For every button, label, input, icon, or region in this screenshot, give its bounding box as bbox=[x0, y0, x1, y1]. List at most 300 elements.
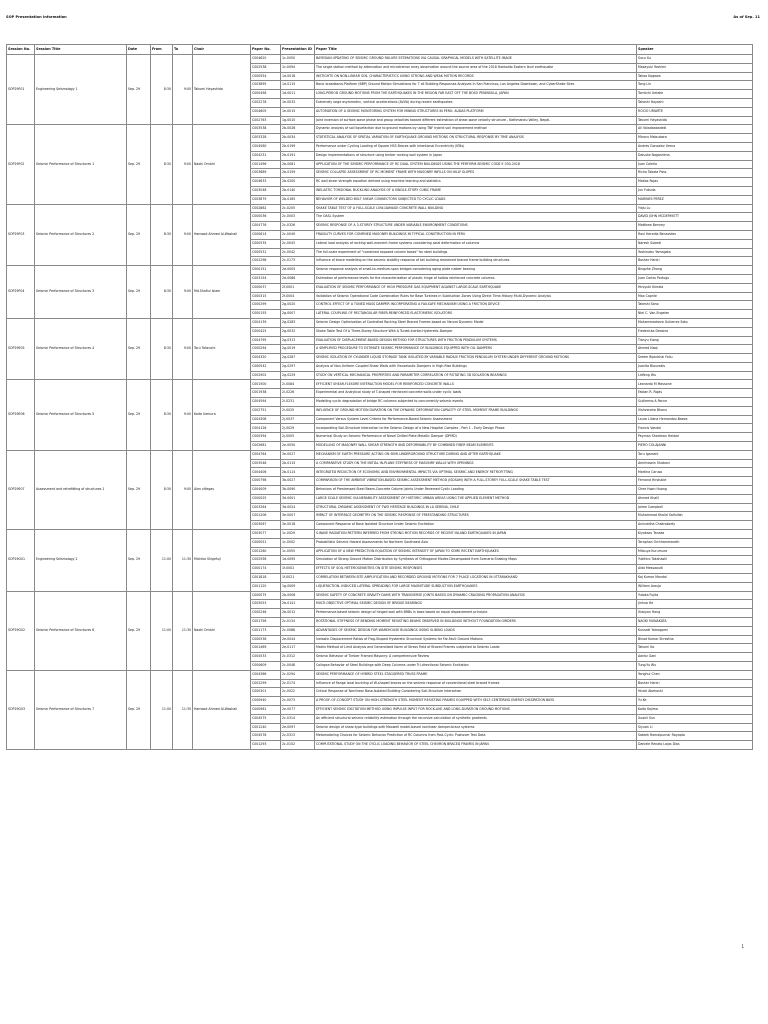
session-to: 9:00 bbox=[173, 380, 193, 450]
paper-no: C000246 bbox=[251, 609, 281, 618]
speaker: Martina Caruso bbox=[637, 468, 753, 477]
session-from: 11:00 bbox=[151, 670, 173, 749]
paper-title: EVALUATION OF SEISMIC PERFORMANCE OF HIGH PRESSURE GAS EQUIPMENT AGAINST LARGE-SCALE EARTHQUAKE bbox=[315, 283, 637, 292]
presentation-id: 2c-0088 bbox=[281, 626, 315, 635]
paper-no: C003048 bbox=[251, 186, 281, 195]
paper-title: STUDY ON VERTICAL MECHANICAL PROPERTIES AND PARAMETER CORRELATION OF ROTATING 3D ISOLATION BEARINGS bbox=[315, 371, 637, 380]
paper-title: SHAKE TABLE TEST OF A FULL-SCALE LOW-DAMAGE CONCRETE WALL BUILDING bbox=[315, 204, 637, 213]
presentation-id: 2b-0159 bbox=[281, 169, 315, 178]
speaker: Yutaka Fujita bbox=[637, 591, 753, 600]
paper-title: ADVANTAGES OF SEISMIC DESIGN FOR WAREHOUSE BUILDINGS USING SLIDING LOADS bbox=[315, 626, 637, 635]
paper-no: C004533 bbox=[251, 653, 281, 662]
speaker: Juan Caleña bbox=[637, 160, 753, 169]
presentation-id: 3e-0027 bbox=[281, 450, 315, 459]
paper-title: MODELLING OF MASONRY WALL SHEAR STRENGTH AND DEFORMABILITY BY COMBINED FIBER BEAM ELEMENTS bbox=[315, 442, 637, 451]
paper-title: SEISMIC COLLAPSE ASSESSMENT OF RC MOMENT FRAME WITH MASONRY INFILLS ON HILLY SLOPES bbox=[315, 169, 637, 178]
speaker: Takashi Hayashi bbox=[637, 98, 753, 107]
speaker: Tung-Yu Wu bbox=[637, 661, 753, 670]
paper-no: C003538 bbox=[251, 125, 281, 134]
speaker: Takumi Ito bbox=[637, 644, 753, 653]
paper-no: C004320 bbox=[251, 354, 281, 363]
session-chair: Md.Shafiul Islam bbox=[193, 266, 251, 319]
presentation-id: 2c-0073 bbox=[281, 697, 315, 706]
paper-title: INTEGRATED REDUCTION OF ECONOMIC AND ENVIRONMENTAL IMPACTS VIA OPTIMAL SEISMIC AND ENERGY RETROFITTING bbox=[315, 468, 637, 477]
paper-title: LONG-PERIOD GROUND MOTIONS FROM THE EARTHQUAKES IN THE REGION FAR EAST OFF THE BOSO PENINSULA, JAPAN bbox=[315, 90, 637, 99]
presentation-id: 2i-0231 bbox=[281, 398, 315, 407]
paper-no: C000315 bbox=[251, 292, 281, 301]
presentation-id: 2b-0199 bbox=[281, 142, 315, 151]
report-date: As of Sep. 11 bbox=[733, 15, 760, 19]
speaker: Juanita Blouzakis bbox=[637, 362, 753, 371]
presentation-id: 2b-0012 bbox=[281, 609, 315, 618]
speaker: Sreem Bipinbhai Fallu bbox=[637, 354, 753, 363]
presentation-id: 1c-0029 bbox=[281, 530, 315, 539]
session-no: SOP29E05 bbox=[7, 318, 35, 380]
session-from: 11:00 bbox=[151, 591, 173, 670]
presentation-id: 2c-0313 bbox=[281, 732, 315, 741]
paper-no: C000535 bbox=[251, 239, 281, 248]
paper-no: C004366 bbox=[251, 670, 281, 679]
paper-title: STATISTICAL ANALYSIS OF SPATIAL VARIATION OF EARTHQUAKE GROUND MOTIONS ON STRUCTURAL RESPONSE BY TIME ANALYSIS bbox=[315, 134, 637, 143]
paper-title: Extremely large asymmetric, vertical accelerations (AVVA) during recent earthquakes bbox=[315, 98, 637, 107]
col-header-session-no: Session No. bbox=[7, 45, 35, 55]
session-date: Sep. 29 bbox=[127, 591, 151, 670]
paper-no: C000458 bbox=[251, 90, 281, 99]
paper-title: IMPACT OF INTERFACE GEOMETRY ON THE SEISMIC RESPONSE OF FREESTANDING STRUCTURES bbox=[315, 512, 637, 521]
paper-no: C001120 bbox=[251, 582, 281, 591]
speaker: Teraphan Ornthammarath bbox=[637, 538, 753, 547]
presentation-id: 2j-0005 bbox=[281, 433, 315, 442]
paper-title: Metamodeling Choices for Seismic Behavior Prediction of RC Columns from Post-Cyclic Pushover Test Data bbox=[315, 732, 637, 741]
presentation-id: 2b-0006 bbox=[281, 591, 315, 600]
page-number: 1 bbox=[741, 944, 744, 949]
paper-title: Experimental and Analytical study of T-shaped reinforced concrete walls under cyclic loads bbox=[315, 389, 637, 398]
speaker: Max Caprile bbox=[637, 292, 753, 301]
presentation-id: 2c-0174 bbox=[281, 679, 315, 688]
speaker: Guillermo A Ponce bbox=[637, 398, 753, 407]
session-date: Sep. 29 bbox=[127, 55, 151, 125]
paper-no: C001173 bbox=[251, 626, 281, 635]
session-from: 8:30 bbox=[151, 204, 173, 266]
paper-title: BAYESIAN UPDATING OF SEISMIC GROUND FAILURE ESTIMATIONS VIA CAUSAL GRAPHICAL MODELS WITH SATELLITE IMAGE bbox=[315, 55, 637, 64]
paper-title: An efficient structural seismic reliability estimation through the recursive calculation of synthetic gradients bbox=[315, 714, 637, 723]
presentation-id: 1d-0018 bbox=[281, 72, 315, 81]
paper-no: C000554 bbox=[251, 72, 281, 81]
session-title: Seismic Performance of Structures 3 bbox=[35, 266, 127, 319]
paper-title: A COMPARATIVE STUDY ON THE INITIAL IN-PLANE STIFFNESS OF MASONRY WALLS WITH OPENINGS bbox=[315, 459, 637, 468]
paper-no: C003328 bbox=[251, 134, 281, 143]
paper-title: Component Versus System Level Criteria for Performance-Based Seismic Assessment bbox=[315, 415, 637, 424]
presentation-id: 2c-0049 bbox=[281, 230, 315, 239]
presentation-id: 2i-0226 bbox=[281, 389, 315, 398]
session-title: Engineering Seismology 1 bbox=[35, 55, 127, 125]
session-no: SOP29F04 bbox=[7, 266, 35, 319]
presentation-id: 2c-0205 bbox=[281, 204, 315, 213]
paper-title: RC wall shear strength equation derived using machine learning and statistics bbox=[315, 178, 637, 187]
table-row bbox=[7, 380, 753, 389]
presentation-id: 2j-0029 bbox=[281, 424, 315, 433]
presentation-id: 2g-0229 bbox=[281, 371, 315, 380]
paper-title: EVALUATION OF DISPLACEMENT-BASED DESIGN METHOD FOR STRUCTURES WITH FRICTION PENDULUM SYSTEMS bbox=[315, 336, 637, 345]
table-row bbox=[7, 204, 753, 213]
paper-title: COMPARISON OF THE AMBIENT VIBRATION-BASED SEISMIC ASSESSMENT METHOD (ISDSAM) WITH A FULL-STOREY FULL-SCALE SHAKE TABLE TEST bbox=[315, 477, 637, 486]
session-date: Sep. 29 bbox=[127, 125, 151, 204]
paper-title: Dynamic analysis of soil liquefaction due to ground motions by using TNF hybrid soil improvement method bbox=[315, 125, 637, 134]
paper-title: Seismic response analysis of small-to-medium-span bridges considering aging plate rubber bearing bbox=[315, 266, 637, 275]
presentation-id: 2b-0140 bbox=[281, 186, 315, 195]
speaker: Ahmed Naqi bbox=[637, 345, 753, 354]
speaker: Xuanli Sun bbox=[637, 714, 753, 723]
speaker: Xiaoyan Hong bbox=[637, 609, 753, 618]
paper-no: C003548 bbox=[251, 459, 281, 468]
speaker: Francis Vandal bbox=[637, 424, 753, 433]
table-row bbox=[7, 530, 753, 539]
paper-no: C000961 bbox=[251, 705, 281, 714]
presentation-id: 3e-0007 bbox=[281, 512, 315, 521]
speaker: Juan Carlos Portugu bbox=[637, 274, 753, 283]
session-date: Sep. 29 bbox=[127, 204, 151, 266]
paper-title: INELASTIC TORSIONAL BUCKLING ANALYSIS OF A SINGLE-STORY CUBIC FRAME bbox=[315, 186, 637, 195]
session-chair: Naoki Omichi bbox=[193, 591, 251, 670]
speaker: Fernand Hirstuble bbox=[637, 477, 753, 486]
speaker: Chee Hoon Huang bbox=[637, 486, 753, 495]
presentation-id: 2d-0086 bbox=[281, 274, 315, 283]
presentation-id: 2i-0084 bbox=[281, 380, 315, 389]
presentation-id: 2g-0020 bbox=[281, 301, 315, 310]
paper-no: C001260 bbox=[251, 547, 281, 556]
paper-no: C004575 bbox=[251, 714, 281, 723]
paper-no: C004560 bbox=[251, 142, 281, 151]
presentation-id: 2j-0037 bbox=[281, 415, 315, 424]
session-no: SOP29E07 bbox=[7, 450, 35, 529]
session-to: 11:30 bbox=[173, 530, 193, 592]
speaker: Jaime Campbell bbox=[637, 503, 753, 512]
paper-title: BEHAVIOR OF WELDED BOLT SHEAR CONNECTORS SUBJECTED TO CYCLIC LOADS bbox=[315, 195, 637, 204]
paper-no: C004594 bbox=[251, 398, 281, 407]
presentation-id: 1e-0015 bbox=[281, 107, 315, 116]
paper-no: C002556 bbox=[251, 556, 281, 565]
presentation-id: 2b-0165 bbox=[281, 195, 315, 204]
paper-title: Lateral load analysis of rocking wall-moment frame systems considering axial deformation of columns bbox=[315, 239, 637, 248]
presentation-id: 2i-0025 bbox=[281, 406, 315, 415]
paper-title: COMPUTATIONAL STUDY ON THE CYCLIC LOADING BEHAVIOR OF STEEL CHEVRON BRACED FRAMES IN JAPAN bbox=[315, 741, 637, 750]
session-from: 8:30 bbox=[151, 380, 173, 450]
paper-title: Joint inversion of surface-wave phase and group velocities toward different estimation of shear-wave velocity structure - Kathmandu Valley, Nepal- bbox=[315, 116, 637, 125]
session-to: 9:00 bbox=[173, 318, 193, 380]
session-date: Sep. 29 bbox=[127, 318, 151, 380]
col-header-to: To bbox=[173, 45, 193, 55]
speaker: PIERO COLAJANNI bbox=[637, 442, 753, 451]
session-title: Seismic Performance of Structures 6 bbox=[35, 591, 127, 670]
table-row bbox=[7, 266, 753, 275]
session-from: 8:30 bbox=[151, 318, 173, 380]
speaker: Aida Messaoudi bbox=[637, 565, 753, 574]
presentation-id: 2c-0043 bbox=[281, 239, 315, 248]
speaker: Masayuki Yoshimi bbox=[637, 63, 753, 72]
paper-no: C003879 bbox=[251, 195, 281, 204]
presentation-id: 2b-0114 bbox=[281, 468, 315, 477]
speaker: Yukihiro Takahashi bbox=[637, 556, 753, 565]
session-date: Sep. 29 bbox=[127, 266, 151, 319]
paper-no: C004605 bbox=[251, 107, 281, 116]
speaker: William Araujo bbox=[637, 582, 753, 591]
paper-title: The single station method by attenuation and microtremor array observation around the source area of the 2018 Hokkaido Eastern Iburi earthquake bbox=[315, 63, 637, 72]
table-row bbox=[7, 670, 753, 679]
session-title: Seismic Performance of Structures 7 bbox=[35, 670, 127, 749]
paper-no: C000798 bbox=[251, 477, 281, 486]
table-header-row bbox=[7, 45, 753, 55]
speaker: Siyuan Li bbox=[637, 723, 753, 732]
speaker: Naresh Subedi bbox=[637, 239, 753, 248]
speaker: Bingzhe Zhang bbox=[637, 266, 753, 275]
paper-no: C000051 bbox=[251, 538, 281, 547]
paper-title: ROTATIONAL STIFFNESS OF BENDING MOMENT RESISTING BEAMS OBSERVED IN BUILDINGS WITHOUT FOUNDATION GIRDERS bbox=[315, 618, 637, 627]
session-title: Seismic Performance of Structures 5 bbox=[35, 380, 127, 450]
speaker: Kiyokazu Tanaka bbox=[637, 530, 753, 539]
paper-no: C000614 bbox=[251, 230, 281, 239]
presentation-id: 2e-0050 bbox=[281, 442, 315, 451]
paper-no: C002278 bbox=[251, 98, 281, 107]
paper-no: C002299 bbox=[251, 679, 281, 688]
paper-title: Collapse Behavior of Steel Buildings with Deep Columns under Tri-directional Seismic Excitation bbox=[315, 661, 637, 670]
presentation-id: 3e-0018 bbox=[281, 521, 315, 530]
paper-no: C003053 bbox=[251, 600, 281, 609]
session-date: Sep. 29 bbox=[127, 670, 151, 749]
speaker: Mitsuya Kurumura bbox=[637, 547, 753, 556]
paper-title: EFFICIENT SHEAR-FLEXURE INTERACTION MODEL FOR REINFORCED CONCRETE WALLS bbox=[315, 380, 637, 389]
paper-title: CORRELATION BETWEEN SITE AMPLIFICATION AND RECORDED GROUND MOTIONS FOR 7 PLACE LOCATIONS IN UTTARAKHAND bbox=[315, 574, 637, 583]
paper-title: A SIMPLIFIED PROCEDURE TO ESTIMATE SEISMIC PERFORMANCE OF BUILDINGS EQUIPPED WITH OIL DAMPERS bbox=[315, 345, 637, 354]
speaker: Mohammadreza Gutierrez Soto bbox=[637, 318, 753, 327]
paper-title: Modelling cyclic degradation of bridge RC columns subjected to concurrently seismic events bbox=[315, 398, 637, 407]
session-to: 9:00 bbox=[173, 125, 193, 204]
paper-no: C000394 bbox=[251, 433, 281, 442]
presentation-id: 2g-0019 bbox=[281, 345, 315, 354]
paper-title: Behaviors of Prestressed Steel Beam-Concrete Column Joints Under Reversed Cyclic Loading bbox=[315, 486, 637, 495]
presentation-id: 2e-0097 bbox=[281, 723, 315, 732]
paper-no: C000531 bbox=[251, 248, 281, 257]
paper-title: Inelastic Displacement Ratios of Flag-Shaped Hysteretic Structural Systems for Far-Fault Ground Motions bbox=[315, 635, 637, 644]
presentation-id: 2c-0173 bbox=[281, 257, 315, 266]
presentation-id: 3b-0090 bbox=[281, 486, 315, 495]
session-to: 9:00 bbox=[173, 266, 193, 319]
speaker: Matthew Benney bbox=[637, 222, 753, 231]
paper-no: C004126 bbox=[251, 424, 281, 433]
paper-title: Probabilistic Seismic Hazard Assessments for Northern Southeast Asia bbox=[315, 538, 637, 547]
paper-no: C001496 bbox=[251, 160, 281, 169]
paper-no: C000536 bbox=[251, 635, 281, 644]
presentation-id: 1e-0032 bbox=[281, 98, 315, 107]
paper-title: Analysis of Non-Uniform Coupled Shear Walls with Viscoelastic Dampers in High-Rise Buildings bbox=[315, 362, 637, 371]
presentation-id: 1c-0094 bbox=[281, 63, 315, 72]
paper-no: C000151 bbox=[251, 266, 281, 275]
paper-no: C000155 bbox=[251, 310, 281, 319]
speaker: Basher Haniri bbox=[637, 257, 753, 266]
paper-no: C004308 bbox=[251, 415, 281, 424]
speaker: Sateek Ramalpurnar Rayapta bbox=[637, 732, 753, 741]
col-header-presentation-id: Presentation ID bbox=[281, 45, 315, 55]
speaker: Yonghui Chen bbox=[637, 670, 753, 679]
presentation-id: 1d-0115 bbox=[281, 81, 315, 90]
presentation-id: 1g-0010 bbox=[281, 116, 315, 125]
presentation-id: 2g-0297 bbox=[281, 362, 315, 371]
speaker: Aniruddha Chakraborty bbox=[637, 521, 753, 530]
presentation-id: 2b-0034 bbox=[281, 134, 315, 143]
speaker: NAOKI MUNAKATA bbox=[637, 618, 753, 627]
paper-no: C000075 bbox=[251, 591, 281, 600]
speaker: Aarkiz Gani bbox=[637, 653, 753, 662]
presentation-id: 2b-0081 bbox=[281, 160, 315, 169]
speaker: Laura Liliana Hernandez-Baeza bbox=[637, 415, 753, 424]
paper-title: Influence of brace modelling on the seismic stability response of tall building restrained braced frame building structures bbox=[315, 257, 637, 266]
presentation-id: 1f-0002 bbox=[281, 565, 315, 574]
paper-no: C004578 bbox=[251, 732, 281, 741]
paper-no: C004139 bbox=[251, 318, 281, 327]
speaker: Fabian R. Rojas bbox=[637, 389, 753, 398]
col-header-speaker: Speaker bbox=[637, 45, 753, 55]
paper-no: C002862 bbox=[251, 204, 281, 213]
paper-no: C001240 bbox=[251, 723, 281, 732]
paper-title: MECHANISM OF EARTH PRESSURE ACTING ON SEMI-UNDERGROUND STRUCTURE DURING AND AFTER EARTHQUAKE bbox=[315, 450, 637, 459]
presentation-id: 2c-0134 bbox=[281, 618, 315, 627]
speaker: Richa Tabata Pass bbox=[637, 169, 753, 178]
paper-no: C004795 bbox=[251, 336, 281, 345]
session-to: 9:00 bbox=[173, 204, 193, 266]
presentation-id: 1c-0055 bbox=[281, 547, 315, 556]
presentation-id: 3d-0001 bbox=[281, 494, 315, 503]
presentation-id: 2e-0077 bbox=[281, 705, 315, 714]
paper-title: A PROOF-OF-CONCEPT STUDY ON HIGH-STRENGTH STEEL MOMENT RESISTING FRAMES EQUIPPED WITH SELF-CENTERING ENERGY DISSIPATION BAYS bbox=[315, 697, 637, 706]
presentation-id: 3d-0024 bbox=[281, 503, 315, 512]
presentation-id: 2c-0326 bbox=[281, 222, 315, 231]
session-chair: Alex villegas bbox=[193, 450, 251, 529]
session-chair: Hamood Ahmed Al-Washali bbox=[193, 670, 251, 749]
paper-title: LARGE SCALE SEISMIC VULNERABILITY ASSESSMENT OF HISTORIC URBAN AREAS USING THE APPLIED ELEMENT METHOD bbox=[315, 494, 637, 503]
paper-title: The full-scale experiment of "combined exposed column bases" for steel buildings bbox=[315, 248, 637, 257]
presentation-id: 1c-0050 bbox=[281, 55, 315, 64]
paper-no: C004231 bbox=[251, 151, 281, 160]
paper-no: C001293 bbox=[251, 741, 281, 750]
paper-title: MULTI-OBJECTIVE OPTIMAL SEISMIC DESIGN OF BRIDGE BEARINGS bbox=[315, 600, 637, 609]
paper-no: C000425 bbox=[251, 327, 281, 336]
presentation-id: 2c-0042 bbox=[281, 248, 315, 257]
session-no: SOP29G01 bbox=[7, 530, 35, 592]
session-from: 11:00 bbox=[151, 530, 173, 592]
table-row bbox=[7, 55, 753, 64]
paper-title: STRUCTURAL DYNAMIC ASSESSMENT OF TWO HERITAGE BUILDINGS IN LA SERENA, CHILE bbox=[315, 503, 637, 512]
speaker: Kaito Kojima bbox=[637, 705, 753, 714]
speaker: Amirhosein Shabani bbox=[637, 459, 753, 468]
speaker: Takao Kagawa bbox=[637, 72, 753, 81]
paper-no: C001500 bbox=[251, 380, 281, 389]
paper-no: C004406 bbox=[251, 468, 281, 477]
session-title: Assessment and retrofitting of structures 1 bbox=[35, 450, 127, 529]
paper-title: AUTOMATION OF A SEISMIC MONITORING SYSTEM FOR MINING STRUCTURES IN PERU: AUDAS PLATFORM bbox=[315, 107, 637, 116]
speaker: Daisuke Nagashima bbox=[637, 151, 753, 160]
speaker: Vishvendra Bhanu bbox=[637, 406, 753, 415]
paper-title: Incorporating Soil-Structure Interaction to the Seismic Design of a New Hospital Complex - Part 1 - Early Design Phase bbox=[315, 424, 637, 433]
session-chair: Hamood Ahmed Al-Washali bbox=[193, 204, 251, 266]
speaker: Ahmed Khalil bbox=[637, 494, 753, 503]
paper-title: LATERAL COUPLING OF RECTANGULAR FIBER-REINFORCED ELASTOMERIC ISOLATORS bbox=[315, 310, 637, 319]
presentation-id: 1d-0095 bbox=[281, 556, 315, 565]
presentation-id: 1d-0011 bbox=[281, 90, 315, 99]
speaker: Yu Ke bbox=[637, 697, 753, 706]
paper-title: The OASL System bbox=[315, 213, 637, 222]
col-header-paper-title: Paper Title bbox=[315, 45, 637, 55]
session-no: SOP29F02 bbox=[7, 125, 35, 204]
paper-no: C004009 bbox=[251, 486, 281, 495]
speaker: Hiroyuki Kimata bbox=[637, 283, 753, 292]
session-no: SOP29F01 bbox=[7, 55, 35, 125]
col-header-from: From bbox=[151, 45, 173, 55]
paper-no: C000025 bbox=[251, 494, 281, 503]
table-row bbox=[7, 591, 753, 600]
paper-no: C002763 bbox=[251, 116, 281, 125]
paper-title: INFLUENCE OF GROUND MOTION DURATION ON THE DYNAMIC DEFORMATION CAPACITY OF STEEL MOMENT FRAME BUILDINGS bbox=[315, 406, 637, 415]
session-from: 8:30 bbox=[151, 450, 173, 529]
speaker: Basher Haniri bbox=[637, 679, 753, 688]
paper-title: SEISMIC SAFETY OF CONCRETE GRAVITY DAMS WITH TRANSVERSE JOINTS BASED ON DYNAMIC CRACKING PROPAGATION ANALYSIS bbox=[315, 591, 637, 600]
paper-title: EFFECTS OF SOIL HETEROGENEITIES ON SITE SEISMIC RESPONSES bbox=[315, 565, 637, 574]
paper-no: C000037 bbox=[251, 283, 281, 292]
presentation-id: 3b-0027 bbox=[281, 477, 315, 486]
paper-title: Shake Table Test Of A Three-Storey Structure With A Tuned-Inerter-Hysteretic-Damper bbox=[315, 327, 637, 336]
speaker: Niel C. Van-Engelen bbox=[637, 310, 753, 319]
paper-no: C001469 bbox=[251, 644, 281, 653]
presentation-id: 2c-0003 bbox=[281, 213, 315, 222]
session-from: 8:30 bbox=[151, 266, 173, 319]
speaker: Hiroki Akehashi bbox=[637, 688, 753, 697]
paper-no: C000542 bbox=[251, 362, 281, 371]
paper-title: Critical Response of Nonlinear Base-Isolated Building Considering Soil-Structure Interaction bbox=[315, 688, 637, 697]
table-row bbox=[7, 450, 753, 459]
speaker: MARINES PEREZ bbox=[637, 195, 753, 204]
paper-title: Performance under Cycling Loading of Square HSS Braces with Intentional Eccentricity (IEBs) bbox=[315, 142, 637, 151]
presentation-id: 2e-0044 bbox=[281, 635, 315, 644]
speaker: Yoshinobu Yamagata bbox=[637, 248, 753, 257]
paper-no: C003264 bbox=[251, 503, 281, 512]
paper-title: Seismic design of shear-type buildings with Maxwell model-based nonlinear damper-brace systems bbox=[315, 723, 637, 732]
presentation-id: 2g-0032 bbox=[281, 327, 315, 336]
paper-title: Validation of Seismic Operational Code Combination Rules for Base Turbines in Subduction Zones Using Direct Time-History Multi-Dynamic Analysis bbox=[315, 292, 637, 301]
presentation-id: 1g-0009 bbox=[281, 582, 315, 591]
paper-no: C003895 bbox=[251, 81, 281, 90]
paper-no: C003154 bbox=[251, 274, 281, 283]
paper-no: C003689 bbox=[251, 169, 281, 178]
paper-title: Seismic Behavior of Timber Framed Masonry: A comprehensive Review bbox=[315, 653, 637, 662]
paper-title: Simulation of Strong Ground Motion Distribution by Synthesis of Orthogonal Modes Decomposed from Scenario Shaking Maps bbox=[315, 556, 637, 565]
presentation-table bbox=[6, 44, 753, 750]
paper-title: EFFICIENT SEISMIC EXCITATION METHOD USING IMPULSE INPUT FOR ROCK-LIKE AND LONG-DURATION GROUND MOTIONS bbox=[315, 705, 637, 714]
session-to: 9:00 bbox=[173, 450, 193, 529]
paper-no: C001206 bbox=[251, 512, 281, 521]
speaker: DAVID JOHN MCDERMOTT bbox=[637, 213, 753, 222]
speaker: ROCIO URIARTE bbox=[637, 107, 753, 116]
presentation-id: 2c-0102 bbox=[281, 741, 315, 750]
session-title: Engineering Seismology 2 bbox=[35, 530, 127, 592]
report-title: SOP Presentation Information bbox=[6, 15, 67, 19]
presentation-id: 2c-0022 bbox=[281, 688, 315, 697]
presentation-id: 2b-0191 bbox=[281, 151, 315, 160]
speaker: Toru Igarashi bbox=[637, 450, 753, 459]
session-chair: Michiko Shigefuji bbox=[193, 530, 251, 592]
speaker: Fredericka Deastra bbox=[637, 327, 753, 336]
speaker: Muhammad Khalid Saifullah bbox=[637, 512, 753, 521]
paper-no: C002902 bbox=[251, 371, 281, 380]
paper-no: C000940 bbox=[251, 697, 281, 706]
paper-no: C002681 bbox=[251, 442, 281, 451]
